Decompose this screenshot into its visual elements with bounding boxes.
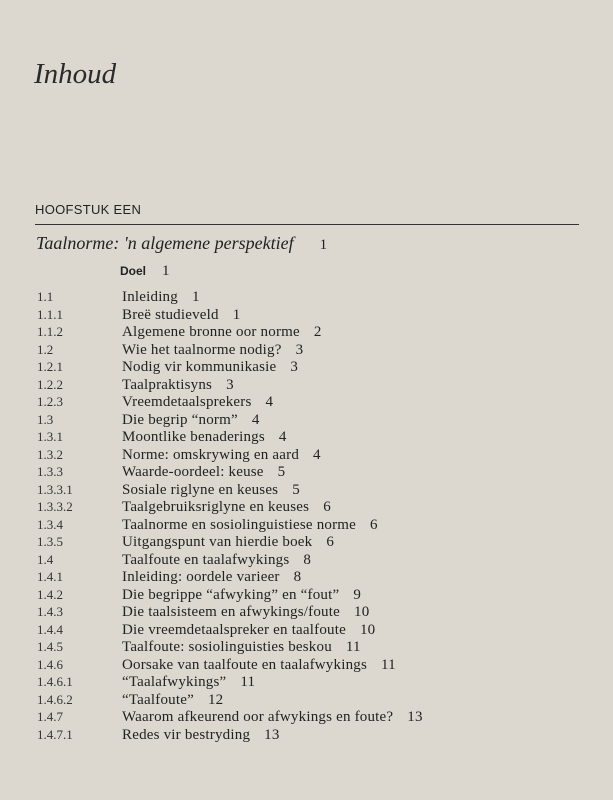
- toc-entry-text-wrap: [122, 288, 200, 306]
- toc-entry-page: 4: [265, 394, 274, 410]
- page-title: Inhoud: [34, 58, 117, 90]
- toc-entry: [0, 586, 613, 604]
- toc-entry-text-wrap: [122, 428, 287, 446]
- toc-entry-page: 5: [277, 464, 286, 480]
- toc-entry-page: 1: [191, 289, 200, 305]
- toc-entry: [0, 376, 613, 394]
- toc-entry-page: 6: [370, 516, 378, 533]
- toc-entry: [0, 341, 613, 359]
- toc-entry-number: 1.1: [37, 289, 54, 304]
- toc-entry: [0, 691, 613, 709]
- toc-entry: [0, 638, 613, 656]
- toc-entry-text: Die begrip “norm”: [122, 411, 238, 428]
- toc-entry: [0, 498, 613, 516]
- toc-entry: [0, 446, 613, 464]
- toc-entry-page: 11: [345, 639, 361, 655]
- toc-entry-number: 1.2.2: [37, 376, 63, 392]
- toc-entry-text: Taalfoute en taalafwykings: [122, 551, 290, 568]
- toc-entry-text: Algemene bronne oor norme: [122, 324, 300, 340]
- toc-entry-text-wrap: [122, 551, 311, 569]
- toc-entry-text: Die taalsisteem en afwykings/foute: [122, 604, 340, 620]
- toc-entry-text-wrap: [122, 533, 334, 551]
- toc-entry-text: Nodig vir kommunikasie: [122, 359, 277, 375]
- toc-entry-page: 11: [240, 674, 256, 690]
- toc-entry-number: 1.4.6.1: [37, 674, 73, 689]
- toc-entry-text-wrap: [122, 498, 331, 516]
- toc-entry: [0, 323, 613, 341]
- toc-entry-number: 1.3.1: [37, 429, 63, 444]
- toc-entry-text-wrap: [122, 341, 303, 359]
- toc-entry: [0, 463, 613, 481]
- toc-entry: [0, 656, 613, 674]
- toc-entry-number: 1.3.3.2: [37, 499, 73, 514]
- toc-entry-text: Uitgangspunt van hierdie boek: [122, 534, 313, 550]
- toc-entry-text-wrap: [122, 656, 396, 674]
- toc-entry-page: 1: [232, 306, 241, 323]
- toc-entry-text: Moontlike benaderings: [122, 429, 265, 445]
- toc-entry-number: 1.2.3: [37, 394, 63, 409]
- toc-entry-text-wrap: [122, 726, 280, 744]
- toc-entry-number: 1.3.3.1: [37, 481, 73, 497]
- toc-entry: [0, 726, 613, 744]
- toc-entry-text: Vreemdetaalsprekers: [122, 394, 252, 410]
- toc-entry: [0, 428, 613, 446]
- toc-entry-text: Inleiding: oordele varieer: [122, 569, 280, 585]
- toc-entry-text-wrap: [122, 323, 322, 341]
- doel-page-number: 1: [162, 263, 170, 279]
- toc-entry-page: 6: [326, 534, 335, 550]
- chapter-title: Taalnorme: 'n algemene perspektief: [36, 233, 294, 253]
- toc-entry-text-wrap: [122, 376, 234, 394]
- toc-entry-text: Waarde-oordeel: keuse: [122, 464, 264, 480]
- toc-entry-number: 1.3.3: [37, 464, 63, 479]
- toc-entry-number: 1.4.4: [37, 621, 63, 637]
- toc-entry: [0, 551, 613, 569]
- toc-entry-page: 4: [251, 411, 260, 428]
- toc-entry-text: Oorsake van taalfoute en taalafwykings: [122, 656, 368, 673]
- toc-entry-page: 12: [207, 691, 224, 708]
- toc-entry-text-wrap: [122, 358, 298, 376]
- toc-entry-text: Sosiale riglyne en keuses: [122, 481, 279, 498]
- toc-entry: [0, 306, 613, 324]
- toc-entry-number: 1.4.7.1: [37, 726, 73, 742]
- toc-entry-number: 1.3.2: [37, 446, 63, 462]
- toc-entry-text-wrap: [122, 463, 285, 481]
- toc-entry-number: 1.3: [37, 411, 54, 427]
- toc-entry-text: “Taalfoute”: [122, 691, 194, 708]
- toc-entry-page: 2: [313, 324, 322, 340]
- toc-entry-page: 13: [407, 709, 423, 725]
- toc-entry: [0, 411, 613, 429]
- toc-entry-text: Taalgebruiksriglyne en keuses: [122, 499, 310, 515]
- toc-entry: [0, 568, 613, 586]
- doel-entry: [120, 263, 170, 280]
- toc-entry-page: 4: [313, 446, 321, 463]
- toc-entry-number: 1.4.7: [37, 709, 63, 724]
- toc-entry-text: Taalfoute: sosiolinguisties beskou: [122, 639, 332, 655]
- toc-entry-text-wrap: [122, 568, 301, 586]
- toc-entry-number: 1.1.1: [37, 306, 63, 322]
- toc-entry: [0, 358, 613, 376]
- toc-entry: [0, 516, 613, 534]
- chapter-label: HOOFSTUK EEN: [35, 202, 142, 217]
- toc-entry: [0, 708, 613, 726]
- toc-entry-text-wrap: [122, 691, 223, 709]
- toc-entry: [0, 288, 613, 306]
- toc-entry-number: 1.4.1: [37, 569, 63, 584]
- toc-entry-number: 1.4.6: [37, 656, 63, 672]
- toc-entry-number: 1.4.2: [37, 586, 63, 602]
- toc-entry: [0, 673, 613, 691]
- toc-entry-text: Inleiding: [122, 289, 178, 305]
- toc-entry-text: Waarom afkeurend oor afwykings en foute?: [122, 709, 394, 725]
- toc-entry-text-wrap: [122, 603, 369, 621]
- toc-entry-text-wrap: [122, 708, 423, 726]
- toc-entry-page: 3: [290, 359, 299, 375]
- toc-entry-text: Redes vir bestryding: [122, 726, 251, 743]
- toc-entry-text-wrap: [122, 621, 375, 639]
- toc-entry: [0, 481, 613, 499]
- toc-entry-text: Taalpraktisyns: [122, 376, 213, 393]
- toc-entry-page: 8: [293, 569, 302, 585]
- toc-entry-page: 3: [226, 376, 234, 393]
- chapter-page-number: 1: [319, 237, 328, 253]
- toc-entry: [0, 393, 613, 411]
- toc-entry-page: 10: [354, 604, 370, 620]
- toc-entry-text-wrap: [122, 673, 255, 691]
- toc-entry-number: 1.4: [37, 551, 54, 567]
- toc-entry-text: Taalnorme en sosiolinguistiese norme: [122, 516, 357, 533]
- toc-entry-page: 8: [303, 551, 312, 568]
- toc-entry-page: 3: [295, 341, 304, 358]
- chapter-divider: [35, 224, 579, 225]
- toc-entry-number: 1.1.2: [37, 324, 63, 339]
- toc-entry-text-wrap: [122, 393, 273, 411]
- toc-entry-page: 13: [264, 726, 280, 743]
- toc-entry-number: 1.4.5: [37, 639, 63, 654]
- toc-entry-text-wrap: [122, 586, 361, 604]
- toc-entry-number: 1.2.1: [37, 359, 63, 374]
- toc-entry-text: Wie het taalnorme nodig?: [122, 341, 282, 358]
- toc-entry-text: Die vreemdetaalspreker en taalfoute: [122, 621, 346, 638]
- toc-entry-number: 1.4.3: [37, 604, 63, 619]
- toc-entry: [0, 533, 613, 551]
- toc-entry-page: 10: [359, 621, 376, 638]
- chapter-heading: [36, 233, 327, 254]
- toc-entry-number: 1.3.4: [37, 516, 63, 532]
- toc-entry-number: 1.3.5: [37, 534, 63, 549]
- toc-entry-text: Norme: omskrywing en aard: [122, 446, 300, 463]
- toc-entry-text: Breë studieveld: [122, 306, 219, 323]
- toc-entry-page: 4: [278, 429, 287, 445]
- toc-entry-page: 9: [353, 586, 362, 603]
- toc-entry: [0, 621, 613, 639]
- toc-entry-text-wrap: [122, 481, 300, 499]
- toc-entry-text: “Taalafwykings”: [122, 674, 227, 690]
- toc-entry-text-wrap: [122, 516, 378, 534]
- toc-entry-text-wrap: [122, 446, 321, 464]
- toc-entry-text-wrap: [122, 306, 240, 324]
- toc-entry-number: 1.2: [37, 341, 54, 357]
- toc-entry: [0, 603, 613, 621]
- toc-entry-text-wrap: [122, 411, 260, 429]
- toc-entry-number: 1.4.6.2: [37, 691, 73, 707]
- toc-entry-text-wrap: [122, 638, 361, 656]
- doel-label: Doel: [120, 264, 147, 278]
- toc-entry-page: 5: [292, 481, 300, 498]
- toc-entry-text: Die begrippe “afwyking” en “fout”: [122, 586, 340, 603]
- toc-entry-page: 11: [381, 656, 396, 673]
- toc-entry-page: 6: [323, 499, 331, 515]
